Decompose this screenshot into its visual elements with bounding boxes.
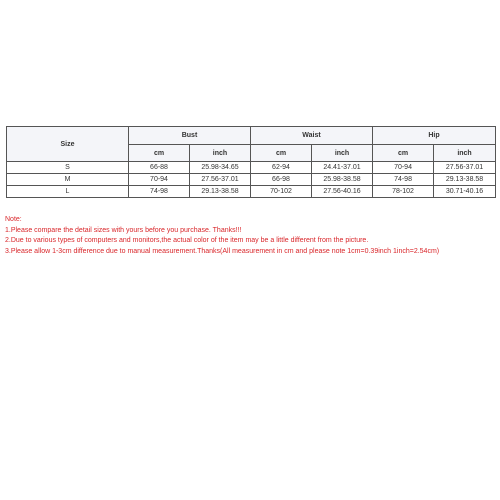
waist-inch-cell: 25.98-38.58: [312, 174, 373, 186]
bust-inch-cell: 27.56-37.01: [190, 174, 251, 186]
bust-cm-cell: 70-94: [129, 174, 190, 186]
waist-inch-cell: 27.56-40.16: [312, 186, 373, 198]
hip-cm-cell: 70-94: [373, 162, 434, 174]
hip-inch-header: inch: [434, 145, 496, 162]
waist-header: Waist: [251, 127, 373, 145]
table-row: [7, 162, 496, 174]
bust-inch-cell: 25.98-34.65: [190, 162, 251, 174]
hip-inch-cell: 30.71-40.16: [434, 186, 496, 198]
note-line: 1.Please compare the detail sizes with yours before you purchase. Thanks!!!: [5, 226, 242, 234]
table-row: [7, 174, 496, 186]
waist-cm-cell: 62-94: [251, 162, 312, 174]
hip-cm-header: cm: [373, 145, 434, 162]
bust-header: Bust: [129, 127, 251, 145]
note-line: 3.Please allow 1-3cm difference due to manual measurement.Thanks(All measurement in cm and please note 1cm=0.39inch 1inch=2.54cm): [5, 248, 440, 256]
size-cell: L: [7, 186, 129, 198]
table-group-header-row: [7, 127, 496, 145]
waist-inch-cell: 24.41-37.01: [312, 162, 373, 174]
size-column-header: Size: [7, 127, 129, 162]
size-cell: M: [7, 174, 129, 186]
waist-cm-cell: 70-102: [251, 186, 312, 198]
bust-cm-header: cm: [129, 145, 190, 162]
size-notes: [5, 215, 495, 258]
hip-inch-cell: 27.56-37.01: [434, 162, 496, 174]
bust-inch-cell: 29.13-38.58: [190, 186, 251, 198]
waist-cm-cell: 66-98: [251, 174, 312, 186]
waist-cm-header: cm: [251, 145, 312, 162]
size-cell: S: [7, 162, 129, 174]
waist-inch-header: inch: [312, 145, 373, 162]
table-row: [7, 186, 496, 198]
hip-cm-cell: 74-98: [373, 174, 434, 186]
note-line: 2.Due to various types of computers and monitors,the actual color of the item may be a little different from the picture.: [5, 237, 369, 245]
bust-cm-cell: 74-98: [129, 186, 190, 198]
notes-title: Note:: [5, 216, 22, 223]
bust-cm-cell: 66-88: [129, 162, 190, 174]
hip-inch-cell: 29.13-38.58: [434, 174, 496, 186]
hip-header: Hip: [373, 127, 496, 145]
hip-cm-cell: 78-102: [373, 186, 434, 198]
bust-inch-header: inch: [190, 145, 251, 162]
size-chart-table: [6, 126, 496, 198]
